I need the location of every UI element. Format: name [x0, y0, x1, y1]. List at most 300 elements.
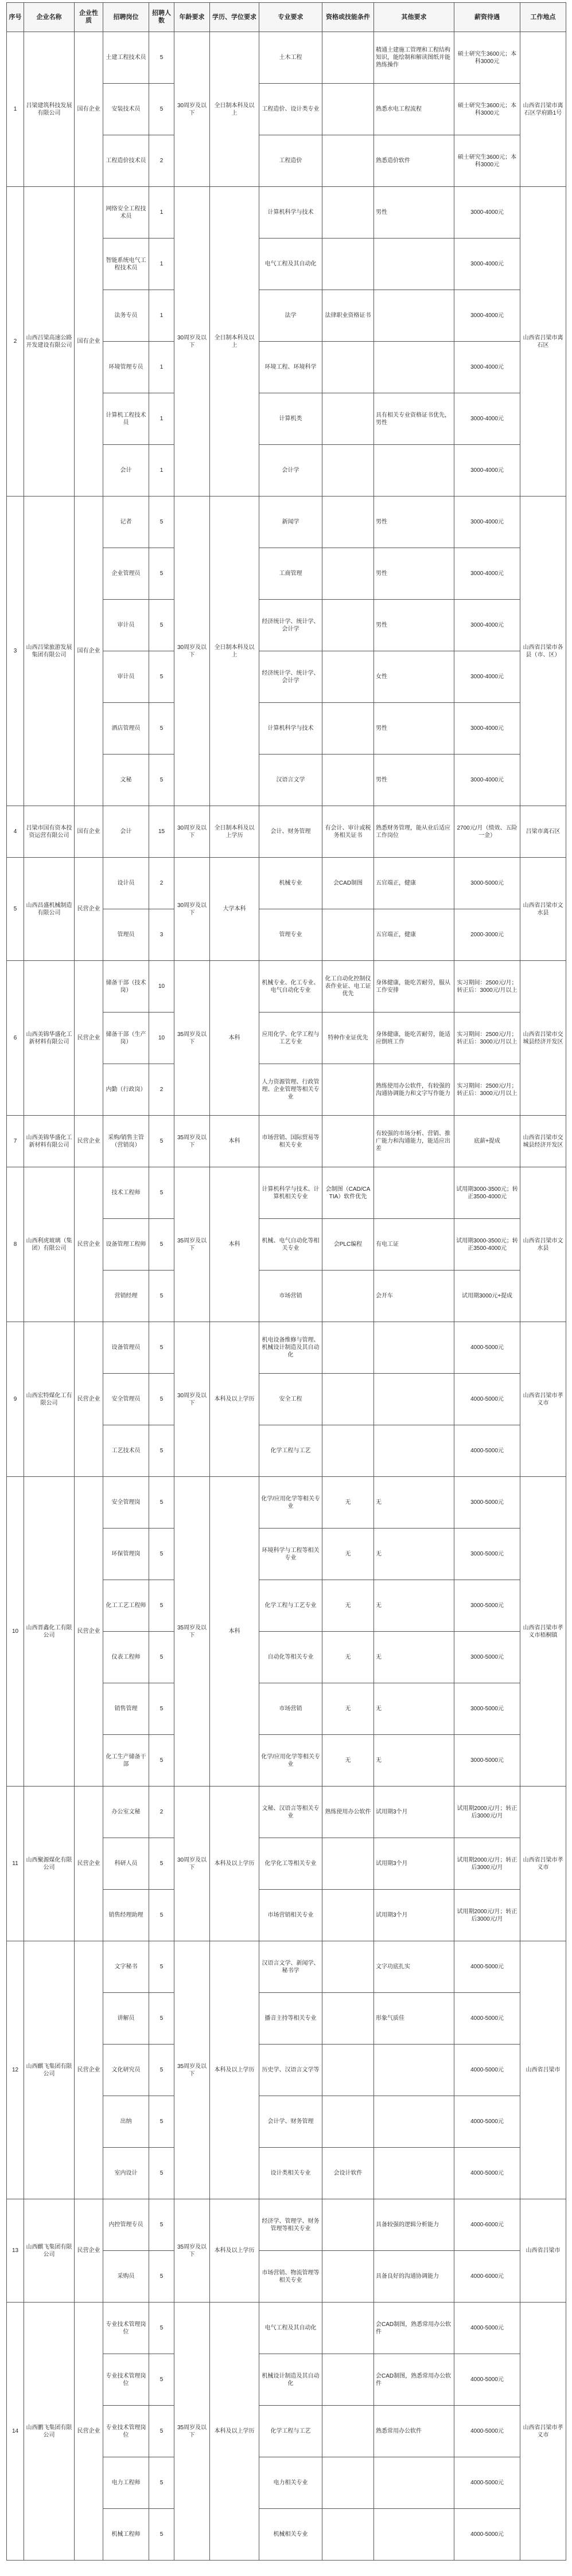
- job-title-cell: 工程造价技术员: [103, 135, 149, 187]
- job-major-cell: 环境科学与工程等相关专业: [259, 1529, 322, 1580]
- job-salary-cell: 3000-4000元: [454, 187, 520, 239]
- company-location-cell: 吕梁市离石区: [520, 806, 566, 858]
- job-skill-cell: [322, 1322, 374, 1374]
- job-skill-cell: [322, 651, 374, 703]
- job-count-cell: 5: [149, 2148, 174, 2199]
- job-salary-cell: 4000-5000元: [454, 2457, 520, 2509]
- col-header: 资格或技能条件: [322, 3, 374, 32]
- company-no-cell: 13: [7, 2199, 24, 2303]
- company-edu-cell: 本科: [210, 1116, 259, 1167]
- job-title-cell: 内控管理专员: [103, 2199, 149, 2251]
- job-count-cell: 5: [149, 1374, 174, 1425]
- company-name-cell: 山西聚源煤化有限公司: [24, 1787, 75, 1941]
- job-other-cell: 无: [374, 1529, 454, 1580]
- company-age-cell: 35周岁及以下: [174, 961, 210, 1116]
- job-skill-cell: 无: [322, 1735, 374, 1787]
- job-skill-cell: [322, 239, 374, 290]
- job-major-cell: 经济学、管理学、财务管理等相关专业: [259, 2199, 322, 2251]
- job-title-cell: 网络安全工程技术员: [103, 187, 149, 239]
- job-skill-cell: [322, 497, 374, 548]
- company-no-cell: 10: [7, 1477, 24, 1787]
- job-salary-cell: 试用期2000元/月；转正后3000元/月: [454, 1787, 520, 1838]
- job-other-cell: [374, 2096, 454, 2148]
- job-salary-cell: 3000-4000元: [454, 600, 520, 651]
- company-edu-cell: 本科及以上学历: [210, 1941, 259, 2199]
- job-title-cell: 技术工程师: [103, 1167, 149, 1219]
- job-skill-cell: [322, 2045, 374, 2096]
- company-no-cell: 1: [7, 32, 24, 187]
- job-count-cell: 5: [149, 1425, 174, 1477]
- company-age-cell: 30周岁及以下: [174, 1322, 210, 1477]
- job-other-cell: 熟悉造价软件: [374, 135, 454, 187]
- job-other-cell: [374, 2509, 454, 2561]
- company-age-cell: 35周岁及以下: [174, 2303, 210, 2561]
- job-major-cell: 安全工程: [259, 1374, 322, 1425]
- job-major-cell: 法学: [259, 290, 322, 342]
- job-other-cell: 会开车: [374, 1271, 454, 1322]
- job-title-cell: 文化研究员: [103, 2045, 149, 2096]
- job-title-cell: 储备干部（技术岗）: [103, 961, 149, 1013]
- job-other-cell: 熟悉财务管理，能从业后适应工作岗位: [374, 806, 454, 858]
- job-major-cell: 会计学: [259, 445, 322, 497]
- job-title-cell: 文秘: [103, 755, 149, 806]
- job-skill-cell: 化工自动化控制仪表作业证、电工证优先: [322, 961, 374, 1013]
- job-title-cell: 化工工艺工程师: [103, 1580, 149, 1632]
- table-row: [7, 497, 566, 548]
- job-title-cell: 工艺技术员: [103, 1425, 149, 1477]
- table-row: [7, 1477, 566, 1529]
- job-other-cell: 男性: [374, 187, 454, 239]
- company-nature-cell: 民营企业: [75, 1322, 103, 1477]
- job-skill-cell: [322, 393, 374, 445]
- job-skill-cell: [322, 84, 374, 135]
- job-skill-cell: [322, 755, 374, 806]
- job-major-cell: 市场营销、国际贸易等相关专业: [259, 1116, 322, 1167]
- job-other-cell: 试用期3个月: [374, 1787, 454, 1838]
- job-salary-cell: 3000-5000元: [454, 1580, 520, 1632]
- job-title-cell: 计算机工程技术员: [103, 393, 149, 445]
- job-title-cell: 化工生产储备干部: [103, 1735, 149, 1787]
- job-salary-cell: 3000-4000元: [454, 393, 520, 445]
- job-title-cell: 土建工程技术员: [103, 32, 149, 84]
- job-salary-cell: 4000-5000元: [454, 2354, 520, 2406]
- company-edu-cell: 本科: [210, 1477, 259, 1787]
- job-other-cell: 试用期3个月: [374, 1890, 454, 1941]
- table-row: [7, 187, 566, 239]
- job-title-cell: 企业管理员: [103, 548, 149, 600]
- job-salary-cell: 实习期间：2500元/月；转正后：3000元/月以上: [454, 961, 520, 1013]
- table-row: [7, 1941, 566, 1993]
- job-major-cell: 市场营销、物流管理等相关专业: [259, 2251, 322, 2303]
- company-location-cell: 山西省吕梁市文水县: [520, 858, 566, 961]
- table-row: [7, 1167, 566, 1219]
- job-count-cell: 5: [149, 497, 174, 548]
- job-salary-cell: 3000-4000元: [454, 755, 520, 806]
- company-edu-cell: 本科及以上学历: [210, 1787, 259, 1941]
- job-salary-cell: 3000-4000元: [454, 548, 520, 600]
- col-header: 工作地点: [520, 3, 566, 32]
- job-major-cell: 电气工程及其自动化: [259, 2303, 322, 2354]
- job-major-cell: 会计、财务管理: [259, 806, 322, 858]
- company-location-cell: 山西省吕梁市离石区学府路1号: [520, 32, 566, 187]
- job-title-cell: 审计员: [103, 651, 149, 703]
- job-salary-cell: 3000-4000元: [454, 497, 520, 548]
- job-major-cell: 人力资源管理、行政管理、企业管理等相关专业: [259, 1064, 322, 1116]
- job-title-cell: 专业技术管理岗位: [103, 2406, 149, 2457]
- job-salary-cell: 硕士研究生3600元；本科3000元: [454, 32, 520, 84]
- col-header: 企业名称: [24, 3, 75, 32]
- job-salary-cell: 4000-5000元: [454, 1993, 520, 2045]
- job-salary-cell: 试用期2000元/月；转正后3000元/月: [454, 1838, 520, 1890]
- job-salary-cell: 硕士研究生3600元；本科3000元: [454, 84, 520, 135]
- job-other-cell: 具备良好的沟通协调能力: [374, 2251, 454, 2303]
- table-row: [7, 858, 566, 909]
- job-other-cell: [374, 342, 454, 393]
- job-salary-cell: 4000-5000元: [454, 2148, 520, 2199]
- job-salary-cell: 4000-5000元: [454, 2303, 520, 2354]
- company-location-cell: 山西省吕梁市孝义市: [520, 1787, 566, 1941]
- job-count-cell: 1: [149, 445, 174, 497]
- job-major-cell: 计算机科学与技术、计算机相关专业: [259, 1167, 322, 1219]
- table-body: [7, 32, 566, 2561]
- job-title-cell: 智能系统电气工程技术员: [103, 239, 149, 290]
- job-salary-cell: 4000-5000元: [454, 1425, 520, 1477]
- col-header: 序号: [7, 3, 24, 32]
- job-count-cell: 5: [149, 651, 174, 703]
- job-major-cell: 机械专业、化工专业、电气自动化专业: [259, 961, 322, 1013]
- company-no-cell: 11: [7, 1787, 24, 1941]
- job-major-cell: 设计类相关专业: [259, 2148, 322, 2199]
- job-major-cell: 工程造价: [259, 135, 322, 187]
- company-age-cell: 30周岁及以下: [174, 32, 210, 187]
- col-header: 年龄要求: [174, 3, 210, 32]
- job-title-cell: 出纳: [103, 2096, 149, 2148]
- company-age-cell: 30周岁及以下: [174, 187, 210, 497]
- job-count-cell: 5: [149, 1477, 174, 1529]
- job-count-cell: 5: [149, 1735, 174, 1787]
- job-count-cell: 5: [149, 548, 174, 600]
- job-salary-cell: 3000-4000元: [454, 239, 520, 290]
- company-edu-cell: 全日制本科及以上: [210, 187, 259, 497]
- job-major-cell: 电气工程及其自动化: [259, 239, 322, 290]
- job-major-cell: 化学工程与工艺: [259, 2406, 322, 2457]
- company-age-cell: 30周岁及以下: [174, 858, 210, 961]
- job-title-cell: 专业技术管理岗位: [103, 2303, 149, 2354]
- company-nature-cell: 民营企业: [75, 1787, 103, 1941]
- job-major-cell: 工商管理: [259, 548, 322, 600]
- job-count-cell: 5: [149, 755, 174, 806]
- col-header: 学历、学位要求: [210, 3, 259, 32]
- job-skill-cell: [322, 703, 374, 755]
- company-no-cell: 6: [7, 961, 24, 1116]
- job-other-cell: 无: [374, 1580, 454, 1632]
- job-skill-cell: [322, 1838, 374, 1890]
- job-other-cell: 熟练使用办公软件，有较强的沟通协调能力和文字写作能力: [374, 1064, 454, 1116]
- job-skill-cell: [322, 1064, 374, 1116]
- job-salary-cell: 试用期3000-3500元；转正3500-4000元: [454, 1219, 520, 1271]
- company-name-cell: 山西昌盛机械制造有限公司: [24, 858, 75, 961]
- job-skill-cell: [322, 2303, 374, 2354]
- job-skill-cell: 熟练使用办公软件: [322, 1787, 374, 1838]
- job-title-cell: 安全管理岗: [103, 1477, 149, 1529]
- company-age-cell: 35周岁及以下: [174, 1477, 210, 1787]
- company-name-cell: 山西利虎玻璃（集团）有限公司: [24, 1167, 75, 1322]
- job-title-cell: 机械工程师: [103, 2509, 149, 2561]
- job-count-cell: 2: [149, 858, 174, 909]
- job-skill-cell: 会设计软件: [322, 2148, 374, 2199]
- company-age-cell: 30周岁及以下: [174, 497, 210, 806]
- company-nature-cell: 国有企业: [75, 497, 103, 806]
- job-title-cell: 记者: [103, 497, 149, 548]
- company-name-cell: 山西鹏飞集团有限公司: [24, 2303, 75, 2561]
- company-edu-cell: 全日制本科及以上: [210, 32, 259, 187]
- job-salary-cell: 3000-4000元: [454, 703, 520, 755]
- job-other-cell: 精通土建施工管理和工程结构知识，能绘制和解读图纸并能熟练操作: [374, 32, 454, 84]
- job-count-cell: 5: [149, 1993, 174, 2045]
- job-other-cell: 男性: [374, 497, 454, 548]
- company-no-cell: 12: [7, 1941, 24, 2199]
- job-count-cell: 15: [149, 806, 174, 858]
- company-age-cell: 35周岁及以下: [174, 1167, 210, 1322]
- job-major-cell: 市场营销: [259, 1683, 322, 1735]
- job-other-cell: 男性: [374, 755, 454, 806]
- company-location-cell: 山西省吕梁市文水县: [520, 1167, 566, 1322]
- company-name-cell: 山西晋鑫化工有限公司: [24, 1477, 75, 1787]
- job-title-cell: 设备管理工程师: [103, 1219, 149, 1271]
- company-name-cell: 山西美锦华盛化工新材料有限公司: [24, 961, 75, 1116]
- job-count-cell: 5: [149, 2457, 174, 2509]
- job-major-cell: 机械相关专业: [259, 2509, 322, 2561]
- job-skill-cell: [322, 600, 374, 651]
- job-skill-cell: 会PLC编程: [322, 1219, 374, 1271]
- job-major-cell: 汉语言文学、新闻学、秘书学: [259, 1941, 322, 1993]
- job-salary-cell: 3000-4000元: [454, 342, 520, 393]
- job-skill-cell: [322, 1116, 374, 1167]
- job-salary-cell: 3000-5000元: [454, 1477, 520, 1529]
- job-count-cell: 5: [149, 703, 174, 755]
- job-skill-cell: [322, 2457, 374, 2509]
- company-nature-cell: 国有企业: [75, 806, 103, 858]
- company-edu-cell: 本科及以上学历: [210, 2199, 259, 2303]
- company-nature-cell: 民营企业: [75, 2303, 103, 2561]
- job-major-cell: 机械、电气自动化等相关专业: [259, 1219, 322, 1271]
- job-salary-cell: 4000-5000元: [454, 2045, 520, 2096]
- company-nature-cell: 民营企业: [75, 1941, 103, 2199]
- job-major-cell: 应用化学、化学工程与工艺专业: [259, 1013, 322, 1064]
- company-name-cell: 吕梁建筑科技发展有限公司: [24, 32, 75, 187]
- job-major-cell: 环境工程、环境科学: [259, 342, 322, 393]
- job-other-cell: 文字功底扎实: [374, 1941, 454, 1993]
- company-no-cell: 4: [7, 806, 24, 858]
- job-other-cell: [374, 2148, 454, 2199]
- job-count-cell: 5: [149, 2251, 174, 2303]
- company-no-cell: 8: [7, 1167, 24, 1322]
- job-salary-cell: 底薪+提成: [454, 1116, 520, 1167]
- job-other-cell: 无: [374, 1477, 454, 1529]
- job-count-cell: 1: [149, 393, 174, 445]
- job-title-cell: 法务专员: [103, 290, 149, 342]
- company-name-cell: 山西麒飞集团有限公司: [24, 2199, 75, 2303]
- job-title-cell: 设备管理员: [103, 1322, 149, 1374]
- job-major-cell: 市场营销: [259, 1271, 322, 1322]
- company-no-cell: 3: [7, 497, 24, 806]
- job-skill-cell: [322, 445, 374, 497]
- job-title-cell: 销售经理助理: [103, 1890, 149, 1941]
- company-location-cell: 山西省吕梁市: [520, 2199, 566, 2303]
- job-other-cell: 有较强的市场分析、营销、推广能力和沟通能力，能适应出差: [374, 1116, 454, 1167]
- job-salary-cell: 硕士研究生3600元；本科3000元: [454, 135, 520, 187]
- company-age-cell: 30周岁及以下: [174, 1787, 210, 1941]
- job-title-cell: 会计: [103, 445, 149, 497]
- job-title-cell: 科研人员: [103, 1838, 149, 1890]
- job-other-cell: [374, 445, 454, 497]
- job-skill-cell: [322, 1374, 374, 1425]
- job-major-cell: 机械专业: [259, 858, 322, 909]
- table-row: [7, 1787, 566, 1838]
- job-other-cell: [374, 1322, 454, 1374]
- table-row: [7, 1322, 566, 1374]
- job-other-cell: 身体健康，能吃苦耐劳，服从工作安排: [374, 961, 454, 1013]
- job-other-cell: 具备较强的逻辑分析能力: [374, 2199, 454, 2251]
- job-other-cell: 男性: [374, 600, 454, 651]
- job-other-cell: [374, 2045, 454, 2096]
- job-count-cell: 5: [149, 1529, 174, 1580]
- job-skill-cell: [322, 2096, 374, 2148]
- job-skill-cell: 会制图（CAD/CATIA）软件优先: [322, 1167, 374, 1219]
- col-header: 其他要求: [374, 3, 454, 32]
- job-skill-cell: [322, 2199, 374, 2251]
- job-skill-cell: [322, 1425, 374, 1477]
- job-count-cell: 2: [149, 1787, 174, 1838]
- job-major-cell: 经济统计学、统计学、会计学: [259, 651, 322, 703]
- job-major-cell: 播音主持等相关专业: [259, 1993, 322, 2045]
- job-title-cell: 营销经理: [103, 1271, 149, 1322]
- job-salary-cell: 4000-5000元: [454, 2096, 520, 2148]
- job-other-cell: [374, 1425, 454, 1477]
- job-count-cell: 5: [149, 2096, 174, 2148]
- job-skill-cell: [322, 2509, 374, 2561]
- job-major-cell: 市场营销相关专业: [259, 1890, 322, 1941]
- company-location-cell: 山西省吕梁市: [520, 1941, 566, 2199]
- job-count-cell: 1: [149, 239, 174, 290]
- col-header: 薪资待遇: [454, 3, 520, 32]
- job-count-cell: 5: [149, 1322, 174, 1374]
- job-skill-cell: [322, 2354, 374, 2406]
- table-row: [7, 2199, 566, 2251]
- job-skill-cell: [322, 32, 374, 84]
- company-location-cell: 山西省吕梁市孝义市梧桐镇: [520, 1477, 566, 1787]
- job-count-cell: 5: [149, 1941, 174, 1993]
- job-title-cell: 会计: [103, 806, 149, 858]
- job-salary-cell: 4000-5000元: [454, 1374, 520, 1425]
- job-skill-cell: [322, 1890, 374, 1941]
- job-other-cell: 形象气质佳: [374, 1993, 454, 2045]
- company-nature-cell: 民营企业: [75, 1167, 103, 1322]
- job-salary-cell: 实习期间：2500元/月；转正后：3000元/月以上: [454, 1064, 520, 1116]
- job-count-cell: 5: [149, 2199, 174, 2251]
- job-count-cell: 5: [149, 2406, 174, 2457]
- company-edu-cell: 本科: [210, 961, 259, 1116]
- job-major-cell: 机电设备维修与管理、机械设计制造及其自动化: [259, 1322, 322, 1374]
- col-header: 招聘人数: [149, 3, 174, 32]
- job-other-cell: 女性: [374, 651, 454, 703]
- job-count-cell: 5: [149, 1580, 174, 1632]
- job-skill-cell: [322, 1941, 374, 1993]
- job-salary-cell: 4000-5000元: [454, 1941, 520, 1993]
- job-count-cell: 5: [149, 1116, 174, 1167]
- job-other-cell: 男性: [374, 548, 454, 600]
- recruitment-table: [6, 2, 566, 2561]
- job-title-cell: 采购/销售主管（营销岗）: [103, 1116, 149, 1167]
- job-major-cell: 汉语言文学: [259, 755, 322, 806]
- company-location-cell: 山西省吕梁市离石区: [520, 187, 566, 497]
- job-other-cell: 具有相关专业资格证书优先，男性: [374, 393, 454, 445]
- job-salary-cell: 试用期3000-3500元；转正3500-4000元: [454, 1167, 520, 1219]
- company-no-cell: 7: [7, 1116, 24, 1167]
- job-count-cell: 5: [149, 1219, 174, 1271]
- recruitment-sheet: [6, 2, 566, 2561]
- job-count-cell: 2: [149, 135, 174, 187]
- job-other-cell: [374, 1167, 454, 1219]
- job-title-cell: 安全管理员: [103, 1374, 149, 1425]
- job-salary-cell: 3000-5000元: [454, 1529, 520, 1580]
- job-skill-cell: 无: [322, 1580, 374, 1632]
- job-other-cell: 男性: [374, 703, 454, 755]
- job-salary-cell: 2000-3000元: [454, 909, 520, 961]
- job-salary-cell: 4000-5000元: [454, 2406, 520, 2457]
- job-salary-cell: 2700元/月（绩效、五险一金）: [454, 806, 520, 858]
- job-title-cell: 电力工程师: [103, 2457, 149, 2509]
- job-other-cell: 无: [374, 1632, 454, 1683]
- job-skill-cell: 有会计、审计或税务相关证书: [322, 806, 374, 858]
- job-salary-cell: 3000-5000元: [454, 1683, 520, 1735]
- company-nature-cell: 民营企业: [75, 858, 103, 961]
- company-no-cell: 5: [7, 858, 24, 961]
- job-other-cell: 试用期3个月: [374, 1838, 454, 1890]
- job-title-cell: 内勤（行政岗）: [103, 1064, 149, 1116]
- job-skill-cell: [322, 909, 374, 961]
- job-title-cell: 审计员: [103, 600, 149, 651]
- job-skill-cell: 会CAD制图: [322, 858, 374, 909]
- company-age-cell: 35周岁及以下: [174, 1941, 210, 2199]
- company-age-cell: 35周岁及以下: [174, 2199, 210, 2303]
- job-major-cell: 计算机类: [259, 393, 322, 445]
- company-nature-cell: 国有企业: [75, 32, 103, 187]
- company-age-cell: 35周岁及以下: [174, 1116, 210, 1167]
- job-count-cell: 5: [149, 1271, 174, 1322]
- job-major-cell: 机械设计制造及其自动化: [259, 2354, 322, 2406]
- company-nature-cell: 民营企业: [75, 961, 103, 1116]
- job-other-cell: 无: [374, 1683, 454, 1735]
- job-major-cell: 历史学、汉语言文学等: [259, 2045, 322, 2096]
- job-other-cell: 熟悉常用办公软件: [374, 2406, 454, 2457]
- job-other-cell: [374, 1374, 454, 1425]
- job-skill-cell: 无: [322, 1529, 374, 1580]
- table-header-row: [7, 3, 566, 32]
- job-skill-cell: [322, 1993, 374, 2045]
- job-salary-cell: 3000-5000元: [454, 858, 520, 909]
- company-edu-cell: 大学本科: [210, 858, 259, 961]
- job-count-cell: 5: [149, 1167, 174, 1219]
- job-skill-cell: 法律职业资格证书: [322, 290, 374, 342]
- job-skill-cell: [322, 342, 374, 393]
- job-other-cell: 身体健康，能吃苦耐劳，能适应倒班工作: [374, 1013, 454, 1064]
- job-major-cell: 土木工程: [259, 32, 322, 84]
- job-other-cell: 熟悉水电工程流程: [374, 84, 454, 135]
- job-salary-cell: 3000-4000元: [454, 290, 520, 342]
- job-count-cell: 5: [149, 1838, 174, 1890]
- company-name-cell: 山西吕梁高速公路开发建设有限公司: [24, 187, 75, 497]
